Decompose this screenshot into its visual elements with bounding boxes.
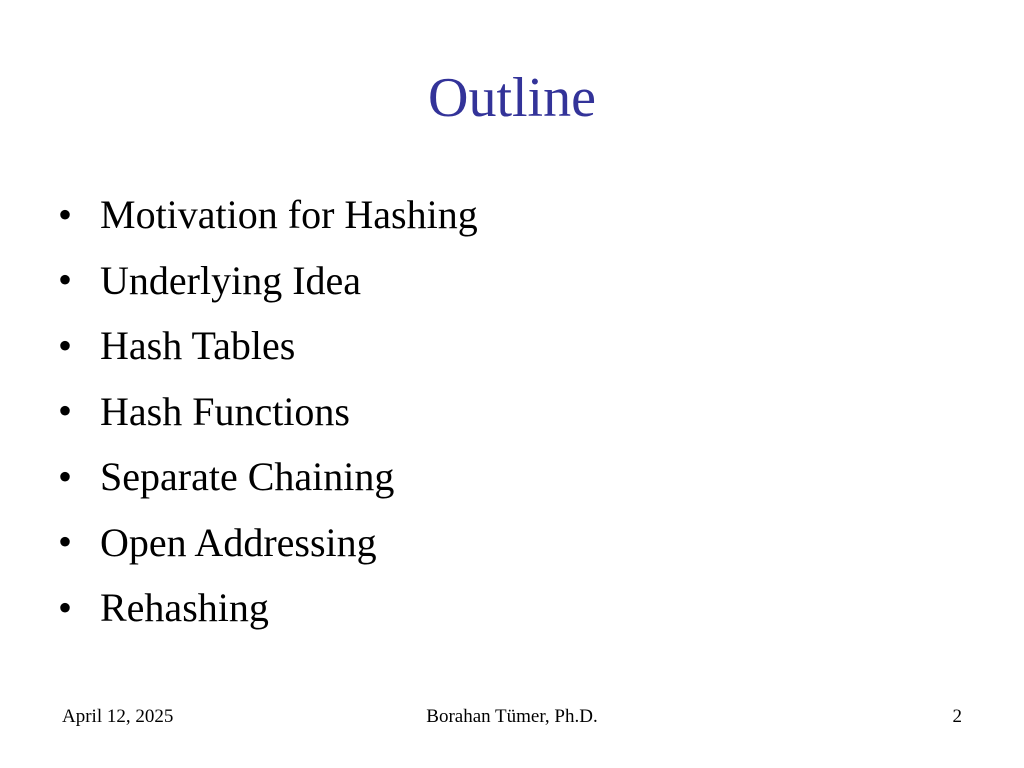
bullet-list (58, 182, 478, 641)
bullet-item (58, 575, 478, 641)
bullet-icon: • (58, 388, 73, 434)
bullet-text: Open Addressing (100, 519, 377, 565)
bullet-text: Hash Functions (100, 388, 350, 434)
footer-author: Borahan Tümer, Ph.D. (426, 706, 598, 727)
slide-title: Outline (428, 67, 596, 129)
bullet-item (58, 510, 478, 576)
bullet-icon: • (58, 519, 73, 565)
footer-date: April 12, 2025 (62, 706, 174, 727)
bullet-icon: • (58, 257, 73, 303)
bullet-icon: • (58, 191, 73, 237)
bullet-text: Hash Tables (100, 323, 296, 369)
bullet-item (58, 248, 478, 314)
bullet-item (58, 444, 478, 510)
bullet-item (58, 379, 478, 445)
bullet-text: Rehashing (100, 585, 269, 631)
bullet-icon: • (58, 453, 73, 499)
bullet-text: Underlying Idea (100, 257, 362, 303)
bullet-icon: • (58, 584, 73, 630)
bullet-item (58, 313, 478, 379)
bullet-item (58, 182, 478, 248)
bullet-text: Separate Chaining (100, 454, 395, 500)
bullet-text: Motivation for Hashing (100, 192, 478, 238)
bullet-icon: • (58, 322, 73, 368)
page-number: 2 (952, 706, 962, 727)
